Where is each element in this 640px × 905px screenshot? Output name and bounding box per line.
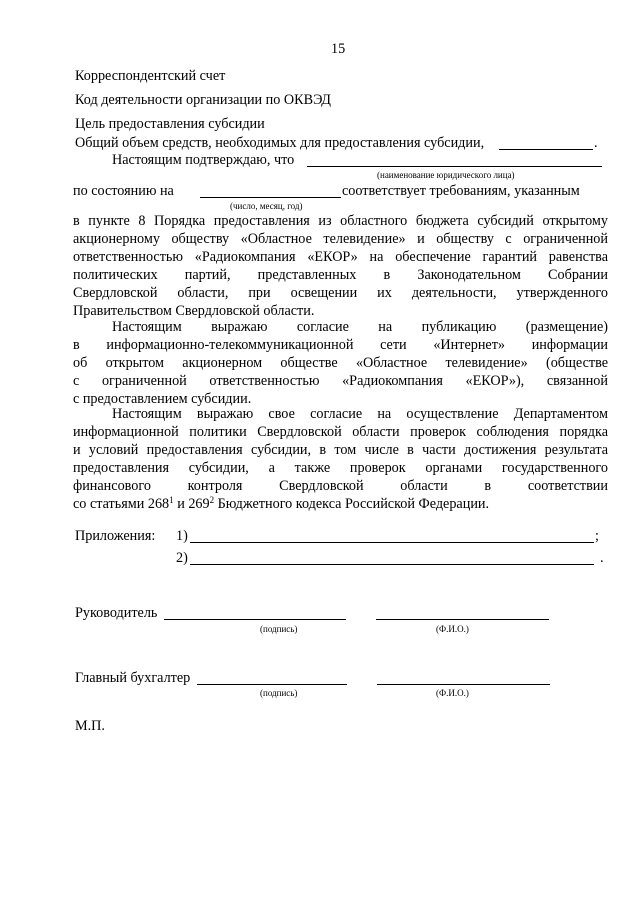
complies-text: соответствует требованиям, указанным: [342, 183, 580, 199]
purpose-label: Цель предоставления субсидии: [75, 116, 265, 132]
total-volume-input-line[interactable]: [499, 149, 593, 150]
footnote-sup-1: 1: [169, 495, 174, 505]
okved-label: Код деятельности организации по ОКВЭД: [75, 92, 331, 108]
attachment-1-input-line[interactable]: [190, 542, 594, 543]
attachment-2-end: .: [600, 550, 604, 566]
org-name-hint: (наименование юридического лица): [377, 170, 515, 180]
confirm-line-4: политических партий, представленных в Законодательном Собрании: [73, 267, 608, 283]
attachment-2-number: 2): [176, 550, 188, 566]
consent2-line-last: со статьями $268^1$ и $269^2$ Бюджетного кодекса Российской Федерации.: [73, 495, 490, 512]
head-name-line[interactable]: [376, 619, 549, 620]
consent2-line-5: финансового контроля Свердловской области в соответствии: [73, 478, 608, 494]
confirm-line-1: в пункте 8 Порядка предоставления из областного бюджета субсидий открытому: [73, 213, 608, 229]
head-label: Руководитель: [75, 605, 158, 621]
attachment-1-end: ;: [595, 528, 599, 544]
confirm-line-5: Свердловской области, при освещении их деятельности, утвержденного: [73, 285, 608, 301]
consent2-line-4: предоставления субсидии, а также проверок органами государственного: [73, 460, 608, 476]
consent2-line-3: и условий предоставления субсидии, в том числе в части достижения результата: [73, 442, 608, 458]
attachment-2-input-line[interactable]: [190, 564, 594, 565]
page-number: 15: [331, 41, 346, 57]
consent1-line-4: с ограниченной ответственностью «Радиокомпания «ЕКОР»), связанной: [73, 373, 608, 389]
stamp-label: М.П.: [75, 718, 105, 734]
as-of-label: по состоянию на: [73, 183, 174, 199]
confirm-line-3: ответственностью «Радиокомпания «ЕКОР» на обеспечение гарантий равенства: [73, 249, 608, 265]
accountant-sign-hint: (подпись): [260, 688, 298, 698]
consent1-line-3: об открытом акционерном обществе «Областное телевидение» (обществе: [73, 355, 608, 371]
confirm-line-last: Правительством Свердловской области.: [73, 303, 315, 319]
accountant-signature-line[interactable]: [197, 684, 347, 685]
head-sign-hint: (подпись): [260, 624, 298, 634]
date-hint: (число, месяц, год): [230, 201, 303, 211]
corr-account-label: Корреспондентский счет: [75, 68, 226, 84]
consent1-line-1: Настоящим выражаю согласие на публикацию (размещение): [112, 319, 608, 335]
attachment-1-number: 1): [176, 528, 188, 544]
confirm-line-2: акционерному обществу «Областное телевидение» и обществу с ограниченной: [73, 231, 608, 247]
confirm-lead: Настоящим подтверждаю, что: [112, 152, 295, 168]
date-input-line[interactable]: [200, 197, 341, 198]
total-volume-label: Общий объем средств, необходимых для предоставления субсидии,: [75, 135, 485, 151]
footnote-sup-2: 2: [209, 495, 215, 505]
head-name-hint: (Ф.И.О.): [436, 624, 469, 634]
org-name-input-line[interactable]: [307, 166, 602, 167]
accountant-name-line[interactable]: [377, 684, 550, 685]
attachments-label: Приложения:: [75, 528, 156, 544]
consent2-line-1: Настоящим выражаю свое согласие на осуществление Департаментом: [112, 406, 608, 422]
consent2-line-2: информационной политики Свердловской области проверок соблюдения порядка: [73, 424, 608, 440]
consent1-line-last: с предоставлением субсидии.: [73, 391, 252, 407]
accountant-label: Главный бухгалтер: [75, 670, 191, 686]
head-signature-line[interactable]: [164, 619, 346, 620]
accountant-name-hint: (Ф.И.О.): [436, 688, 469, 698]
consent1-line-2: в информационно-телекоммуникационной сети «Интернет» информации: [73, 337, 608, 353]
total-volume-end: .: [594, 135, 598, 151]
